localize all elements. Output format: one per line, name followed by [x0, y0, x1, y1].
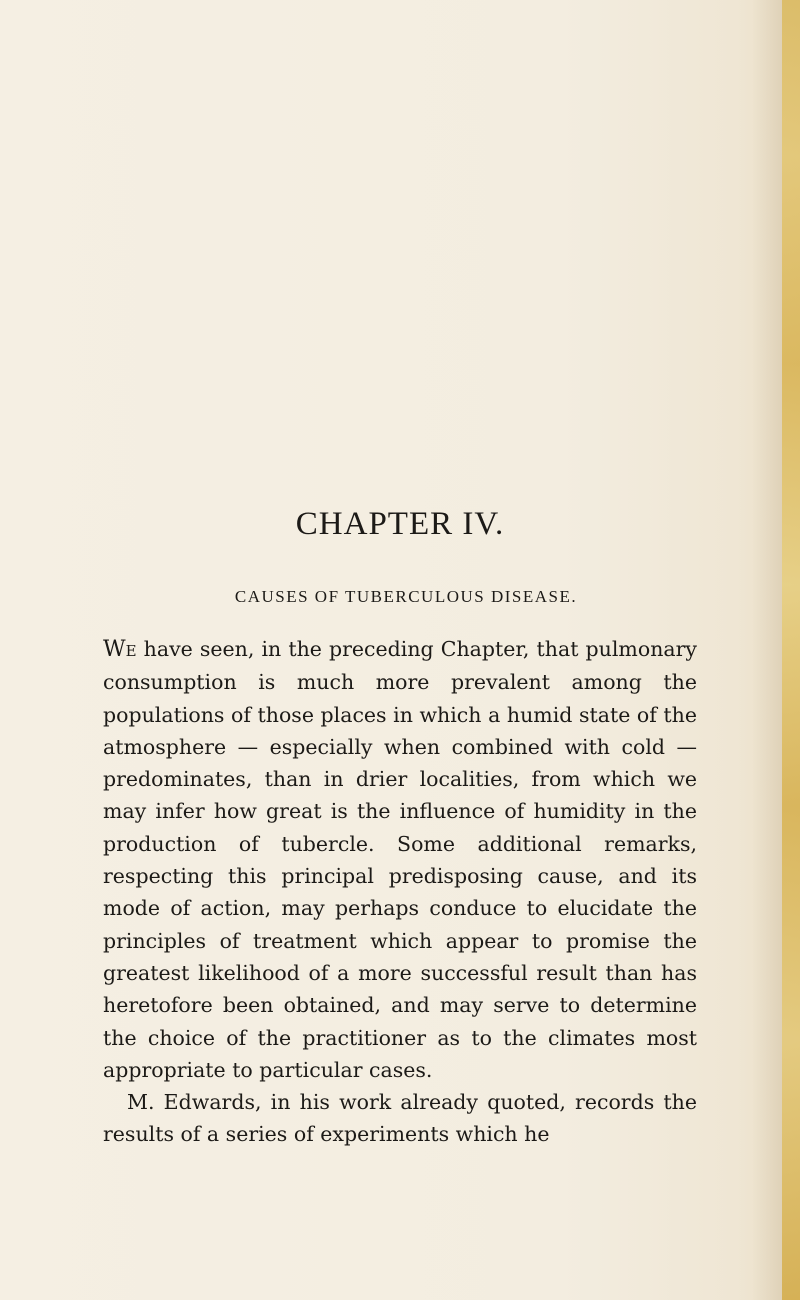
paragraph-1-text: have seen, in the preceding Chapter, that pulmonary consumption is much more prevalent among the populations of those places in which a humid state of the atmosphere — especially when combined with cold — predominates, than in drier localities, from which we may infer how great is the influence of humidity in the production of tubercle. Some additional remarks, respecting this principal predisposing cause, and its mode of action, may perhaps conduce to elucidate the principles of treatment which appear to promise the greatest likelihood of a more successful result than has heretofore been obtained, and may serve to determine the choice of the practitioner as to the climates most appropriate to particular cases. [103, 637, 697, 1082]
chapter-title: CHAPTER IV. [295, 506, 505, 542]
chapter-subtitle: CAUSES OF TUBERCULOUS DISEASE. [234, 587, 578, 606]
page-gilt-edge [782, 0, 800, 1300]
paragraph-lead-word: We [103, 637, 137, 662]
body-text [103, 633, 697, 1151]
paragraph-2: M. Edwards, in his work already quoted, records the results of a series of experiments which he [103, 1090, 697, 1147]
page-edge-shadow [752, 0, 782, 1300]
paragraph-1 [103, 633, 697, 1086]
